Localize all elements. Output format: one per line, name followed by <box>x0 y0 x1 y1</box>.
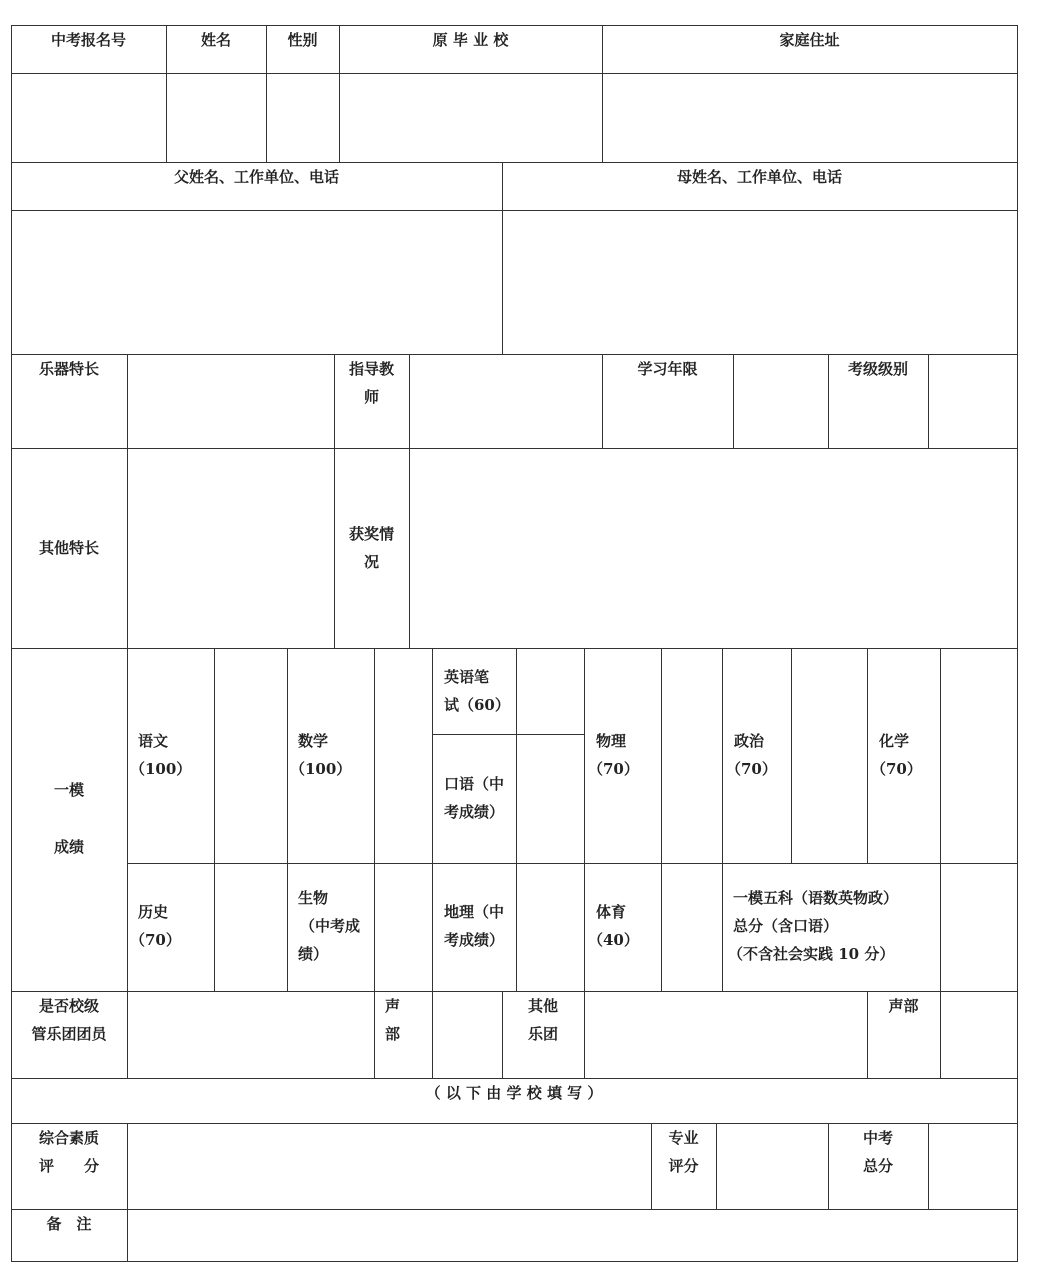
label-math-max: （100） <box>290 760 352 778</box>
label-english-line1: 英语笔 <box>444 668 490 686</box>
label-politics-max: （70） <box>726 760 777 778</box>
col-divider <box>867 648 868 863</box>
col-divider <box>409 354 410 648</box>
label-politics: 政治 <box>734 732 765 750</box>
col-divider <box>127 1123 128 1261</box>
label-mock-exam: 一模 <box>53 781 84 799</box>
row-divider <box>11 448 1018 449</box>
label-geography-line1: 地理（中 <box>444 903 505 921</box>
label-exam-total-line2: 总分 <box>862 1157 893 1175</box>
label-geography-line2: 考成绩） <box>444 931 505 949</box>
label-study-years: 学习年限 <box>637 360 698 378</box>
col-divider <box>127 354 128 1078</box>
row-divider <box>127 863 1018 864</box>
col-divider <box>584 648 585 1078</box>
label-school: 原 毕 业 校 <box>432 31 509 49</box>
col-divider <box>940 648 941 1078</box>
label-other-specialty: 其他特长 <box>38 539 99 557</box>
label-instrument-specialty: 乐器特长 <box>38 360 99 378</box>
label-biology-line1: 生物 <box>298 889 329 907</box>
label-mother-info: 母姓名、工作单位、电话 <box>676 168 842 186</box>
col-divider <box>791 648 792 863</box>
label-total-line1: 一模五科（语数英物政） <box>733 889 899 907</box>
label-oral-line1: 口语（中 <box>444 775 505 793</box>
col-divider <box>928 354 929 448</box>
label-quality-score-line2: 评 分 <box>38 1157 99 1175</box>
col-divider <box>722 648 723 991</box>
label-history-max: （70） <box>130 931 181 949</box>
col-divider <box>374 648 375 1078</box>
label-pe: 体育 <box>596 903 627 921</box>
school-section-heading: （ 以 下 由 学 校 填 写 ） <box>425 1084 603 1102</box>
label-quality-score-line1: 综合素质 <box>38 1129 99 1147</box>
label-major-score-line2: 评分 <box>668 1157 699 1175</box>
table-border-right <box>1017 25 1018 1261</box>
label-major-score-line1: 专业 <box>668 1129 699 1147</box>
label-other-band-line2: 乐团 <box>528 1025 559 1043</box>
row-divider <box>11 73 1018 74</box>
label-math: 数学 <box>298 732 329 750</box>
label-name: 姓名 <box>200 31 231 49</box>
label-chemistry-max: （70） <box>871 760 922 778</box>
label-history: 历史 <box>138 903 169 921</box>
col-divider <box>928 1123 929 1209</box>
col-divider <box>516 648 517 991</box>
label-oral-line2: 考成绩） <box>444 803 505 821</box>
label-chinese-max: （100） <box>130 760 192 778</box>
label-biology-line2: （中考成 <box>300 917 361 935</box>
row-divider <box>432 734 584 735</box>
col-divider <box>287 648 288 991</box>
label-father-info: 父姓名、工作单位、电话 <box>173 168 339 186</box>
label-exam-total-line1: 中考 <box>862 1129 893 1147</box>
col-divider <box>661 648 662 991</box>
label-teacher-line1: 指导教 <box>348 360 394 378</box>
label-total-line3: （不含社会实践 10 分） <box>728 945 895 963</box>
col-divider <box>716 1123 717 1209</box>
label-voice-part-line1: 声 <box>385 997 401 1015</box>
label-awards-line1: 获奖情 <box>348 525 394 543</box>
label-physics: 物理 <box>596 732 627 750</box>
label-remarks: 备 注 <box>46 1215 92 1233</box>
col-divider <box>214 648 215 991</box>
label-mock-scores: 成绩 <box>53 838 84 856</box>
table-border-left <box>11 25 12 1261</box>
label-exam-number: 中考报名号 <box>50 31 126 49</box>
label-band-member-line2: 管乐团团员 <box>31 1025 107 1043</box>
label-band-member-line1: 是否校级 <box>38 997 99 1015</box>
row-divider <box>11 1209 1018 1210</box>
label-english-line2: 试（60） <box>444 696 510 714</box>
table-border-bottom <box>11 1261 1018 1262</box>
label-awards-line2: 况 <box>363 553 379 571</box>
label-chemistry: 化学 <box>879 732 910 750</box>
label-total-line2: 总分（含口语） <box>733 917 839 935</box>
label-physics-max: （70） <box>588 760 639 778</box>
row-divider <box>11 210 1018 211</box>
label-address: 家庭住址 <box>779 31 840 49</box>
label-other-band-line1: 其他 <box>528 997 559 1015</box>
label-gender: 性别 <box>287 31 318 49</box>
label-exam-grade: 考级级别 <box>847 360 908 378</box>
col-divider <box>502 991 503 1078</box>
label-biology-line3: 绩） <box>298 945 329 963</box>
col-divider <box>432 648 433 1078</box>
label-voice-part-line2: 部 <box>385 1025 401 1043</box>
label-pe-max: （40） <box>588 931 639 949</box>
label-voice-part-2: 声部 <box>888 997 919 1015</box>
label-chinese: 语文 <box>138 732 169 750</box>
col-divider <box>733 354 734 448</box>
label-teacher-line2: 师 <box>363 388 379 406</box>
